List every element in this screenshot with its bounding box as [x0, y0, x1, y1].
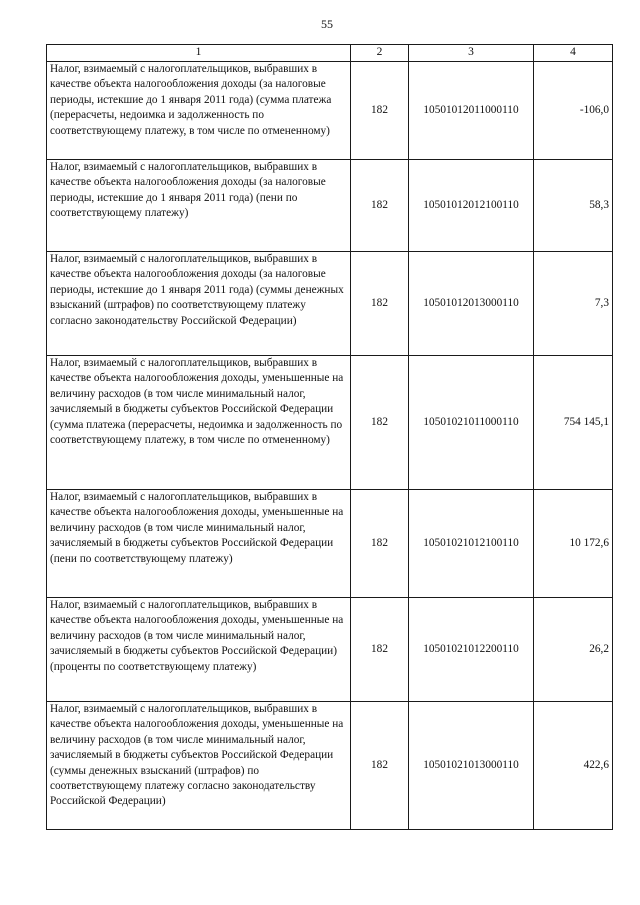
- administrator-code-cell: 182: [351, 702, 409, 830]
- revenue-name-cell: Налог, взимаемый с налогоплательщиков, выбравших в качестве объекта налогообложения доходы (за налоговые периоды, истекшие до 1 января 2011 года) (сумма платежа (перерасчеты, недоимка и задолженность по соответствующему платежу, в том числе по отмененному): [47, 62, 351, 160]
- amount-cell: 422,6: [534, 702, 613, 830]
- table-row: [47, 598, 613, 702]
- table-row: [47, 160, 613, 252]
- budget-classification-code-cell: 10501021012200110: [409, 598, 534, 702]
- header-col-1: 1: [47, 45, 351, 62]
- amount-cell: 754 145,1: [534, 356, 613, 490]
- budget-classification-code-cell: 10501012011000110: [409, 62, 534, 160]
- header-col-4: 4: [534, 45, 613, 62]
- administrator-code-cell: 182: [351, 252, 409, 356]
- revenue-name-cell: Налог, взимаемый с налогоплательщиков, выбравших в качестве объекта налогообложения доходы, уменьшенные на величину расходов (в том числе минимальный налог, зачисляемый в бюджеты субъектов Российской Федерации (пени по соответствующему платежу): [47, 490, 351, 598]
- amount-cell: 7,3: [534, 252, 613, 356]
- administrator-code-cell: 182: [351, 598, 409, 702]
- amount-cell: 10 172,6: [534, 490, 613, 598]
- header-col-3: 3: [409, 45, 534, 62]
- revenue-name-cell: Налог, взимаемый с налогоплательщиков, выбравших в качестве объекта налогообложения доходы, уменьшенные на величину расходов (в том числе минимальный налог, зачисляемый в бюджеты субъектов Российской Федерации) (проценты по соответствующему платежу): [47, 598, 351, 702]
- page-number: 55: [321, 17, 333, 31]
- administrator-code-cell: 182: [351, 160, 409, 252]
- budget-classification-code-cell: 10501021011000110: [409, 356, 534, 490]
- budget-classification-code-cell: 10501021013000110: [409, 702, 534, 830]
- table-row: [47, 356, 613, 490]
- budget-classification-code-cell: 10501012013000110: [409, 252, 534, 356]
- budget-classification-code-cell: 10501012012100110: [409, 160, 534, 252]
- table-header-row: [47, 45, 613, 62]
- revenue-name-cell: Налог, взимаемый с налогоплательщиков, выбравших в качестве объекта налогообложения доходы, уменьшенные на величину расходов (в том числе минимальный налог, зачисляемый в бюджеты субъектов Российской Федерации (суммы денежных взысканий (штрафов) по соответствующему платежу согласно законодательству Российской Федерации): [47, 702, 351, 830]
- table-row: [47, 62, 613, 160]
- budget-classification-code-cell: 10501021012100110: [409, 490, 534, 598]
- administrator-code-cell: 182: [351, 490, 409, 598]
- revenue-name-cell: Налог, взимаемый с налогоплательщиков, выбравших в качестве объекта налогообложения доходы, уменьшенные на величину расходов (в том числе минимальный налог, зачисляемый в бюджеты субъектов Российской Федерации (сумма платежа (перерасчеты, недоимка и задолженность по соответствующему платежу, в том числе по отмененному): [47, 356, 351, 490]
- budget-revenue-table: [46, 44, 613, 830]
- administrator-code-cell: 182: [351, 356, 409, 490]
- table-row: [47, 490, 613, 598]
- amount-cell: -106,0: [534, 62, 613, 160]
- amount-cell: 26,2: [534, 598, 613, 702]
- table-row: [47, 252, 613, 356]
- table-row: [47, 702, 613, 830]
- amount-cell: 58,3: [534, 160, 613, 252]
- revenue-name-cell: Налог, взимаемый с налогоплательщиков, выбравших в качестве объекта налогообложения доходы (за налоговые периоды, истекшие до 1 января 2011 года) (пени по соответствующему платежу): [47, 160, 351, 252]
- administrator-code-cell: 182: [351, 62, 409, 160]
- revenue-name-cell: Налог, взимаемый с налогоплательщиков, выбравших в качестве объекта налогообложения доходы (за налоговые периоды, истекшие до 1 января 2011 года) (суммы денежных взысканий (штрафов) по соответствующему платежу согласно законодательству Российской Федерации): [47, 252, 351, 356]
- header-col-2: 2: [351, 45, 409, 62]
